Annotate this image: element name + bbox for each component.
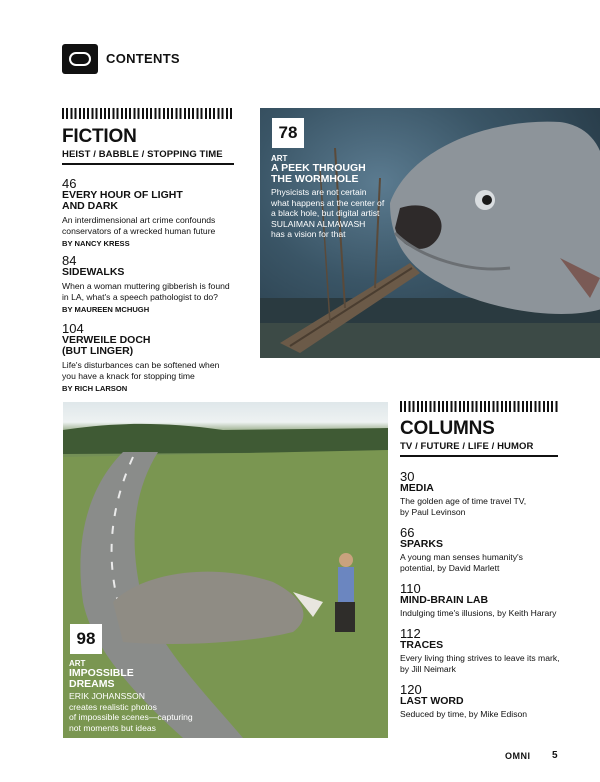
entry-title: VERWEILE DOCH bbox=[62, 334, 151, 346]
entry-title-line2: (BUT LINGER) bbox=[62, 345, 134, 357]
impossible-caption bbox=[69, 659, 219, 733]
entry-byline: BY MAUREEN MCHUGH bbox=[62, 305, 150, 314]
footer-page-number: 5 bbox=[552, 750, 558, 761]
columns-entry-110[interactable] bbox=[400, 582, 590, 619]
fiction-subtitle: HEIST / BABBLE / STOPPING TIME bbox=[62, 149, 223, 160]
page-number-badge: 78 bbox=[272, 118, 304, 148]
art-title: A PEEK THROUGH bbox=[271, 162, 366, 174]
columns-rule bbox=[400, 455, 558, 457]
columns-title: COLUMNS bbox=[400, 418, 495, 439]
columns-entry-112[interactable] bbox=[400, 627, 590, 674]
art-desc: Physicists are not certain what happens at the center of a black hole, but digital artist SULAIMAN ALMAWASH has a vision for that bbox=[271, 187, 385, 239]
entry-title-line2: AND DARK bbox=[62, 200, 118, 212]
entry-page: 30 bbox=[400, 469, 415, 484]
entry-desc: Life's disturbances can be softened when you have a knack for stopping time bbox=[62, 360, 220, 381]
entry-desc: When a woman muttering gibberish is found in LA, what's a speech pathologist to do? bbox=[62, 281, 230, 302]
art-title-line2: THE WORMHOLE bbox=[271, 173, 359, 185]
fiction-title: FICTION bbox=[62, 126, 137, 147]
wormhole-art-image[interactable] bbox=[260, 108, 600, 358]
columns-entry-66[interactable] bbox=[400, 526, 590, 573]
columns-entry-30[interactable] bbox=[400, 470, 590, 517]
fiction-entry-84[interactable] bbox=[62, 254, 252, 314]
page-number-badge: 98 bbox=[70, 624, 102, 654]
entry-page: 110 bbox=[400, 581, 421, 596]
entry-page: 46 bbox=[62, 176, 77, 191]
omni-logo-icon bbox=[62, 44, 98, 74]
columns-bar-decoration bbox=[400, 401, 558, 412]
fiction-entry-104[interactable] bbox=[62, 322, 252, 393]
entry-title: SPARKS bbox=[400, 538, 443, 550]
entry-desc: Seduced by time, by Mike Edison bbox=[400, 709, 528, 719]
entry-title: MIND-BRAIN LAB bbox=[400, 594, 489, 606]
columns-entry-120[interactable] bbox=[400, 683, 590, 720]
art-label: ART bbox=[69, 659, 86, 668]
entry-desc: Every living thing strives to leave its mark, by Jill Neimark bbox=[400, 653, 560, 674]
entry-byline: BY RICH LARSON bbox=[62, 384, 128, 393]
entry-desc: A young man senses humanity's potential, by David Marlett bbox=[400, 552, 523, 573]
entry-page: 84 bbox=[62, 253, 77, 268]
impossible-dreams-art-image[interactable] bbox=[63, 402, 388, 738]
columns-subtitle: TV / FUTURE / LIFE / HUMOR bbox=[400, 441, 534, 452]
fiction-bar-decoration bbox=[62, 108, 234, 119]
wormhole-caption bbox=[271, 154, 401, 240]
fiction-rule bbox=[62, 163, 234, 165]
entry-title: EVERY HOUR OF LIGHT bbox=[62, 189, 183, 201]
entry-title: TRACES bbox=[400, 639, 444, 651]
entry-byline: BY NANCY KRESS bbox=[62, 239, 130, 248]
entry-desc: The golden age of time travel TV, by Paul Levinson bbox=[400, 496, 527, 517]
entry-title: MEDIA bbox=[400, 482, 434, 494]
entry-title: LAST WORD bbox=[400, 695, 464, 707]
footer-brand-logo: OMNI bbox=[505, 751, 531, 761]
entry-title: SIDEWALKS bbox=[62, 266, 125, 278]
entry-page: 120 bbox=[400, 682, 422, 697]
entry-page: 112 bbox=[400, 626, 421, 641]
art-desc: ERIK JOHANSSON creates realistic photos of impossible scenes—capturing not moments but ideas bbox=[69, 691, 193, 733]
art-label: ART bbox=[271, 154, 288, 163]
fiction-entry-46[interactable] bbox=[62, 177, 252, 248]
entry-desc: Indulging time's illusions, by Keith Harary bbox=[400, 608, 557, 618]
entry-page: 66 bbox=[400, 525, 415, 540]
art-title: IMPOSSIBLE bbox=[69, 667, 134, 679]
entry-page: 104 bbox=[62, 321, 84, 336]
art-title-line2: DREAMS bbox=[69, 678, 115, 690]
entry-desc: An interdimensional art crime confounds conservators of a wrecked human future bbox=[62, 215, 216, 236]
contents-heading: CONTENTS bbox=[106, 51, 180, 66]
